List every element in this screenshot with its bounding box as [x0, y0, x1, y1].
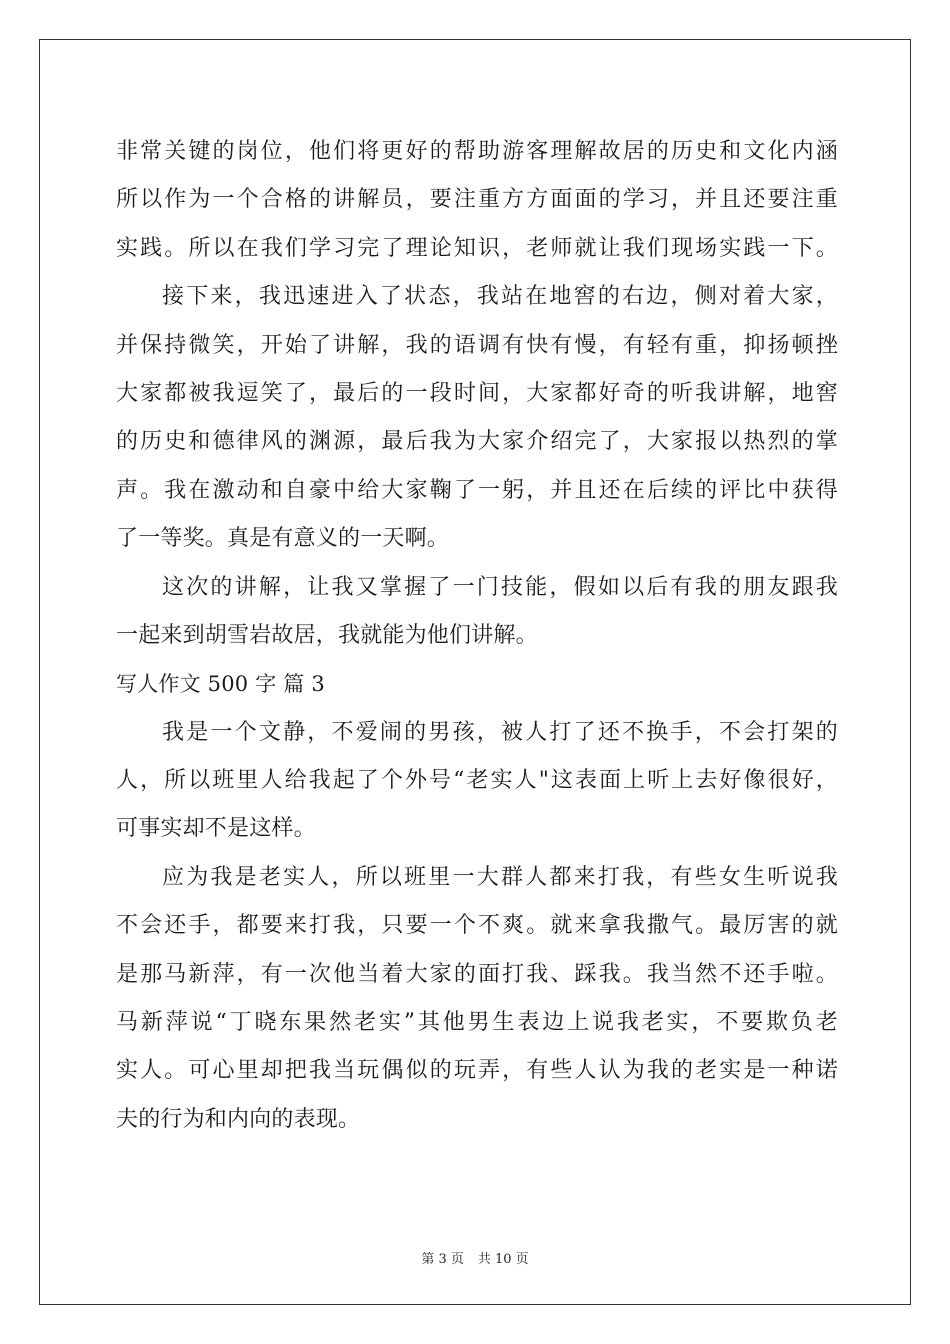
text-line: 非常关键的岗位，他们将更好的帮助游客理解故居的历史和文化内涵: [116, 139, 838, 164]
paragraph-start-line: 应为我是老实人，所以班里一大群人都来打我，有些女生听说我: [162, 864, 838, 890]
text-line: 并保持微笑，开始了讲解，我的语调有快有慢，有轻有重，抑扬顿挫: [116, 332, 838, 358]
text-line: 一起来到胡雪岩故居，我就能为他们讲解。: [116, 622, 538, 648]
paragraph-start-line: 这次的讲解，让我又掌握了一门技能，假如以后有我的朋友跟我: [162, 574, 838, 600]
text-line: 实践。所以在我们学习完了理论知识，老师就让我们现场实践一下。: [116, 235, 838, 261]
paragraph-start-line: 接下来，我迅速进入了状态，我站在地窖的右边，侧对着大家，: [162, 284, 838, 310]
text-line: 的历史和德律风的渊源，最后我为大家介绍完了，大家报以热烈的掌: [116, 429, 838, 455]
document-body: [116, 128, 838, 1144]
text-line: 人，所以班里人给我起了个外号“老实人"这表面上听上去好像很好，: [116, 768, 838, 794]
page-total: 共 10 页: [477, 1252, 529, 1267]
text-line: 可事实却不是这样。: [116, 816, 316, 842]
text-line: 实人。可心里却把我当玩偶似的玩弄，有些人认为我的老实是一种诺: [116, 1058, 838, 1084]
text-line: 是那马新萍，有一次他当着大家的面打我、踩我。我当然不还手啦。: [116, 961, 838, 987]
text-line: 不会还手，都要来打我，只要一个不爽。就来拿我撒气。最厉害的就: [116, 913, 838, 939]
text-line: 夫的行为和内向的表现。: [116, 1106, 361, 1132]
paragraph-start-line: 我是一个文静，不爱闹的男孩，被人打了还不换手，不会打架的: [162, 719, 838, 745]
section-heading: 写人作文 500 字 篇 3: [116, 672, 325, 697]
text-line: 了一等奖。真是有意义的一天啊。: [116, 526, 450, 552]
text-line: 声。我在激动和自豪中给大家鞠了一躬，并且还在后续的评比中获得: [116, 477, 838, 503]
page-number: 第 3 页: [421, 1252, 464, 1267]
page-footer: [0, 1248, 950, 1267]
text-line: 大家都被我逗笑了，最后的一段时间，大家都好奇的听我讲解，地窖: [116, 380, 838, 406]
text-line: 所以作为一个合格的讲解员，要注重方方面面的学习，并且还要注重: [116, 187, 838, 213]
text-line: 马新萍说“丁晓东果然老实”其他男生表边上说我老实，不要欺负老: [116, 1010, 838, 1036]
